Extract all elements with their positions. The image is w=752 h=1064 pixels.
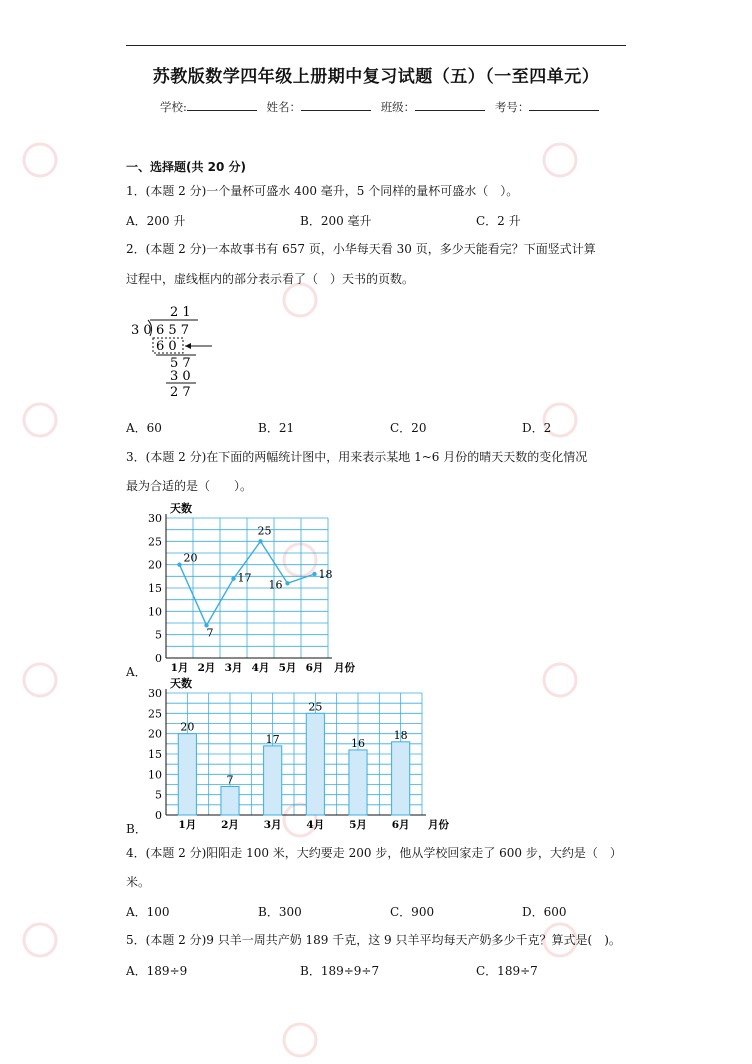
x-tick-label: 2月 bbox=[197, 662, 216, 674]
x-axis-label: 月份 bbox=[334, 662, 355, 674]
x-tick-label: 3月 bbox=[224, 662, 243, 674]
question-5: 5．(本题 2 分)9 只羊一周共产奶 189 千克，这 9 只羊平均每天产奶多少千克？算式是( )。 bbox=[126, 933, 621, 947]
q2-option-b: B．21 bbox=[258, 421, 295, 435]
header-rule bbox=[126, 45, 626, 46]
data-label: 25 bbox=[257, 524, 272, 538]
data-label: 25 bbox=[308, 700, 323, 714]
data-point bbox=[258, 539, 262, 543]
y-tick-label: 0 bbox=[155, 809, 162, 822]
q1-option-a: A．200 升 bbox=[126, 214, 186, 228]
data-label: 17 bbox=[265, 732, 280, 746]
exam-no-blank[interactable] bbox=[529, 100, 599, 111]
division-step1: 6 0 bbox=[156, 339, 177, 354]
division-remainder: 2 7 bbox=[170, 385, 191, 400]
y-axis-label: 天数 bbox=[170, 502, 192, 515]
q2-option-a: A．60 bbox=[126, 421, 162, 435]
bar-chart-b bbox=[126, 676, 449, 836]
long-division-figure bbox=[126, 300, 226, 404]
data-label: 18 bbox=[393, 728, 408, 742]
section-heading: 一、选择题(共 20 分) bbox=[126, 160, 247, 174]
x-tick-label: 1月 bbox=[170, 662, 189, 674]
line-chart-a bbox=[126, 498, 366, 680]
data-label: 16 bbox=[351, 736, 365, 750]
bar bbox=[178, 734, 196, 815]
y-tick-label: 30 bbox=[148, 512, 162, 525]
y-tick-label: 10 bbox=[148, 605, 162, 619]
division-quotient: 2 1 bbox=[170, 305, 191, 320]
class-label: 班级： bbox=[380, 100, 416, 114]
question-2-line1: 2．(本题 2 分)一本故事书有 657 页，小华每天看 30 页，多少天能看完？下面竖式计算 bbox=[126, 242, 596, 256]
q5-option-b: B．189÷9÷7 bbox=[300, 964, 380, 978]
data-point bbox=[312, 572, 316, 576]
question-4-line1: 4．(本题 2 分)阳阳走 100 米，大约要走 200 步，他从学校回家走了 600 步，大约是（ ） bbox=[126, 846, 622, 860]
x-tick-label: 4月 bbox=[251, 662, 270, 674]
name-blank[interactable] bbox=[301, 100, 371, 111]
question-3-line1: 3．(本题 2 分)在下面的两幅统计图中，用来表示某地 1~6 月份的晴天天数的变化情况 bbox=[126, 450, 588, 464]
q1-option-c: C．2 升 bbox=[476, 214, 521, 228]
data-point bbox=[285, 581, 289, 585]
school-label: 学校: bbox=[160, 100, 187, 114]
data-label: 7 bbox=[226, 773, 234, 787]
bar bbox=[306, 713, 324, 815]
y-tick-label: 30 bbox=[148, 687, 162, 700]
y-tick-label: 15 bbox=[148, 582, 162, 595]
bar bbox=[392, 742, 410, 815]
x-tick-label: 4月 bbox=[306, 819, 325, 831]
q1-option-b: B．200 毫升 bbox=[300, 214, 372, 228]
division-dividend: 6 5 7 bbox=[156, 323, 190, 338]
q4-option-a: A．100 bbox=[126, 905, 170, 919]
x-tick-label: 5月 bbox=[349, 819, 367, 831]
y-tick-label: 0 bbox=[155, 652, 162, 665]
q2-option-c: C．20 bbox=[390, 421, 427, 435]
x-tick-label: 2月 bbox=[221, 819, 239, 831]
y-axis-label: 天数 bbox=[170, 677, 192, 690]
x-tick-label: 6月 bbox=[305, 662, 324, 674]
y-tick-label: 25 bbox=[148, 535, 162, 549]
data-label: 7 bbox=[206, 626, 214, 640]
bar bbox=[264, 746, 282, 815]
y-tick-label: 10 bbox=[148, 768, 162, 782]
name-label: 姓名： bbox=[266, 100, 302, 114]
option-a-label: A． bbox=[126, 665, 147, 679]
division-step3: 3 0 bbox=[170, 369, 191, 384]
bar bbox=[221, 787, 239, 815]
q4-option-b: B．300 bbox=[258, 905, 302, 919]
y-tick-label: 5 bbox=[155, 628, 162, 642]
q2-option-d: D．2 bbox=[522, 421, 552, 435]
division-divisor: 3 0 bbox=[131, 323, 152, 338]
x-tick-label: 6月 bbox=[391, 819, 410, 831]
question-3-line2: 最为合适的是（ ）。 bbox=[126, 479, 253, 493]
q4-option-d: D．600 bbox=[522, 905, 567, 919]
question-2-line2: 过程中，虚线框内的部分表示看了（ ）天书的页数。 bbox=[126, 272, 415, 286]
student-info-line bbox=[160, 99, 605, 115]
question-4-line2: 米。 bbox=[126, 875, 151, 889]
school-blank[interactable] bbox=[187, 100, 257, 111]
data-label: 20 bbox=[183, 551, 198, 565]
question-1: 1．(本题 2 分)一个量杯可盛水 400 毫升，5 个同样的量杯可盛水（ ）。 bbox=[126, 184, 519, 198]
data-point bbox=[177, 562, 181, 566]
y-tick-label: 5 bbox=[155, 788, 162, 802]
x-tick-label: 1月 bbox=[178, 819, 197, 831]
bar bbox=[349, 750, 367, 815]
data-label: 18 bbox=[318, 568, 333, 581]
division-step2: 5 7 bbox=[170, 356, 191, 371]
y-tick-label: 25 bbox=[148, 707, 162, 721]
data-label: 16 bbox=[268, 578, 283, 592]
option-b-label: B． bbox=[126, 822, 147, 836]
page-title: 苏教版数学四年级上册期中复习试题（五）（一至四单元） bbox=[152, 67, 600, 87]
arrow-head bbox=[185, 343, 191, 349]
class-blank[interactable] bbox=[415, 100, 485, 111]
y-tick-label: 15 bbox=[148, 748, 162, 761]
exam-no-label: 考号： bbox=[494, 100, 530, 114]
q4-option-c: C．900 bbox=[390, 905, 435, 919]
x-tick-label: 3月 bbox=[263, 819, 282, 831]
y-tick-label: 20 bbox=[148, 727, 162, 741]
y-tick-label: 20 bbox=[148, 558, 162, 572]
q5-option-c: C．189÷7 bbox=[476, 964, 538, 978]
data-label: 17 bbox=[237, 571, 252, 585]
q5-option-a: A．189÷9 bbox=[126, 964, 188, 978]
data-label: 20 bbox=[180, 720, 195, 734]
data-point bbox=[231, 576, 235, 580]
x-tick-label: 5月 bbox=[278, 662, 297, 674]
x-axis-label: 月份 bbox=[428, 819, 449, 831]
